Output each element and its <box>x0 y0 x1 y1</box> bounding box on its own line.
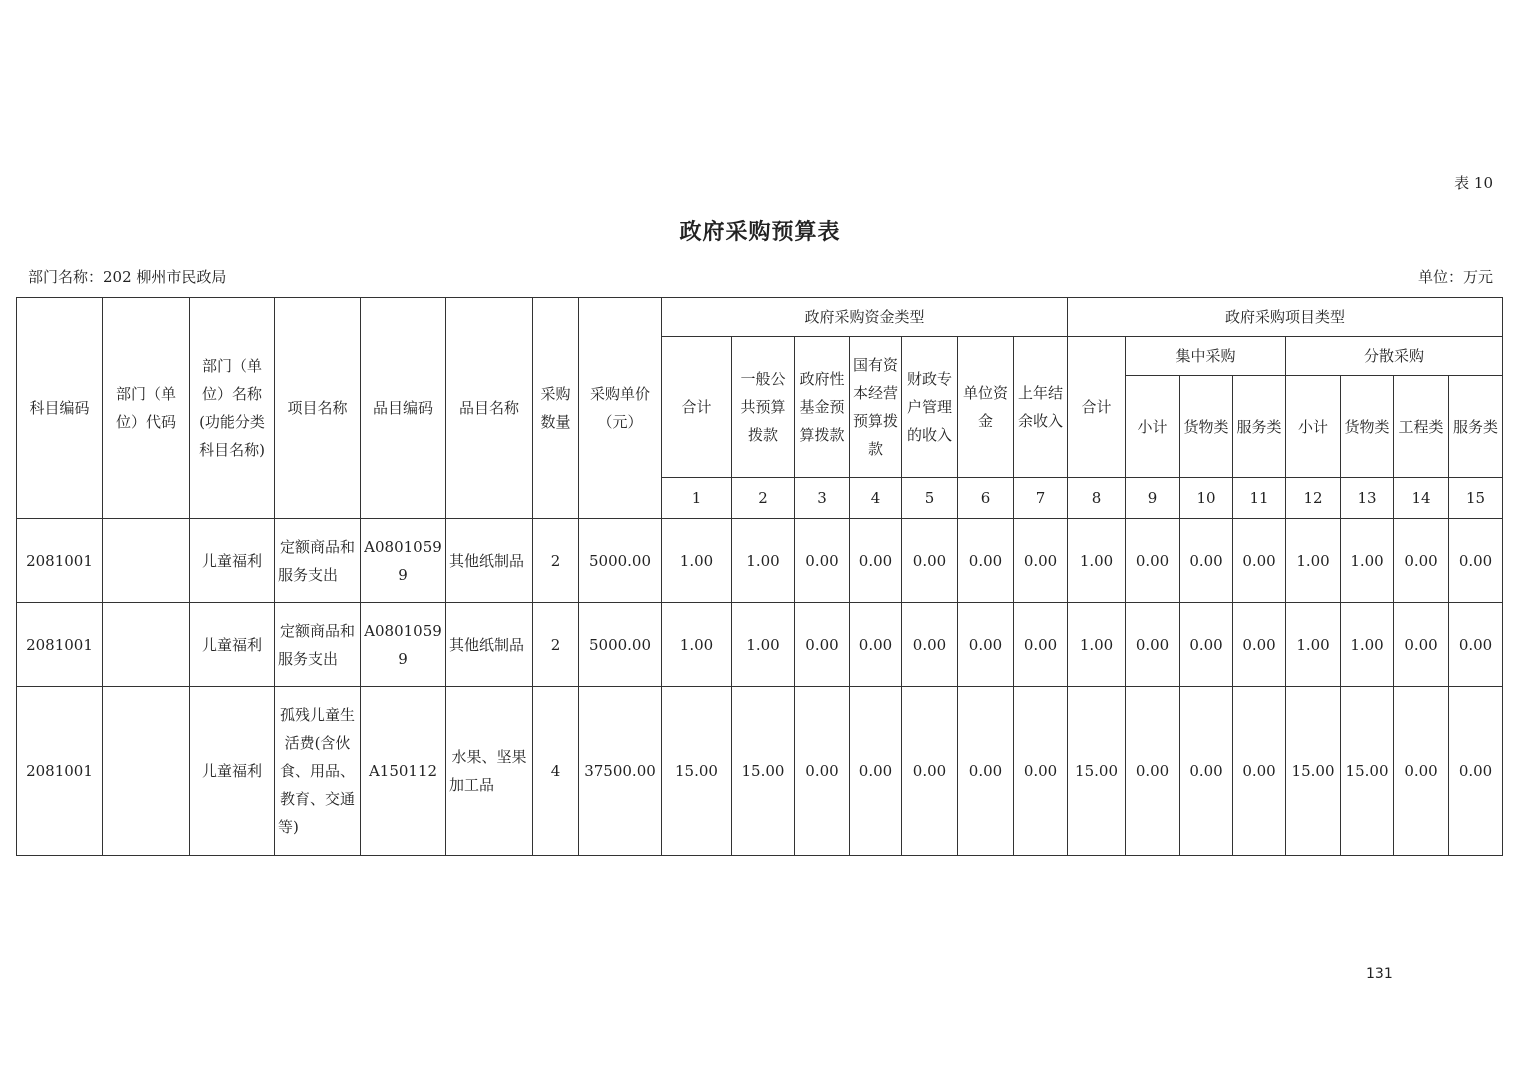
cell-value: 0.00 <box>902 519 958 603</box>
cell-value: 0.00 <box>1394 519 1449 603</box>
col-number: 3 <box>795 478 850 519</box>
cell-value: 15.00 <box>1286 687 1341 856</box>
cell-dept-code <box>103 687 190 856</box>
cell-item-code: A08010599 <box>361 603 446 687</box>
cell-value: 0.00 <box>850 603 902 687</box>
cell-value: 15.00 <box>1341 687 1394 856</box>
header-unit-fund: 单位资金 <box>958 337 1014 478</box>
cell-value: 1.00 <box>1341 603 1394 687</box>
header-item-name: 品目名称 <box>446 298 533 519</box>
header-project-name: 项目名称 <box>275 298 361 519</box>
cell-item-code: A150112 <box>361 687 446 856</box>
cell-unit-price: 5000.00 <box>579 603 662 687</box>
cell-value: 0.00 <box>1180 519 1233 603</box>
cell-value: 0.00 <box>795 603 850 687</box>
cell-value: 15.00 <box>662 687 732 856</box>
header-unit-price: 采购单价（元） <box>579 298 662 519</box>
cell-value: 0.00 <box>902 687 958 856</box>
table-row <box>17 603 1503 687</box>
header-item-code: 品目编码 <box>361 298 446 519</box>
cell-subject-code: 2081001 <box>17 687 103 856</box>
header-subject-code: 科目编码 <box>17 298 103 519</box>
cell-value: 0.00 <box>1449 519 1503 603</box>
cell-value: 0.00 <box>1014 603 1068 687</box>
cell-value: 0.00 <box>1180 603 1233 687</box>
cell-quantity: 2 <box>533 603 579 687</box>
cell-value: 0.00 <box>795 519 850 603</box>
header-c-services: 服务类 <box>1233 376 1286 478</box>
cell-subject-code: 2081001 <box>17 603 103 687</box>
col-number: 6 <box>958 478 1014 519</box>
table-row <box>17 519 1503 603</box>
cell-dept-name: 儿童福利 <box>190 519 275 603</box>
col-number: 14 <box>1394 478 1449 519</box>
cell-value: 0.00 <box>1126 603 1180 687</box>
page-title: 政府采购预算表 <box>679 219 841 245</box>
cell-item-name: 水果、坚果加工品 <box>446 687 533 856</box>
header-state-capital: 国有资本经营预算拨款 <box>850 337 902 478</box>
header-quantity: 采购数量 <box>533 298 579 519</box>
header-dept-name: 部门（单位）名称(功能分类科目名称) <box>190 298 275 519</box>
cell-value: 0.00 <box>958 603 1014 687</box>
cell-value: 0.00 <box>795 687 850 856</box>
cell-dept-code <box>103 603 190 687</box>
cell-value: 0.00 <box>1394 687 1449 856</box>
col-number: 5 <box>902 478 958 519</box>
cell-value: 1.00 <box>1068 603 1126 687</box>
header-project-total: 合计 <box>1068 337 1126 478</box>
cell-value: 0.00 <box>1394 603 1449 687</box>
header-d-subtotal: 小计 <box>1286 376 1341 478</box>
cell-value: 0.00 <box>1449 687 1503 856</box>
cell-value: 1.00 <box>1286 603 1341 687</box>
cell-item-code: A08010599 <box>361 519 446 603</box>
cell-value: 0.00 <box>958 687 1014 856</box>
col-number: 15 <box>1449 478 1503 519</box>
col-number: 2 <box>732 478 795 519</box>
cell-project-name: 定额商品和服务支出 <box>275 519 361 603</box>
header-general-budget: 一般公共预算拨款 <box>732 337 795 478</box>
col-number: 8 <box>1068 478 1126 519</box>
cell-value: 1.00 <box>662 519 732 603</box>
department-name: 部门名称：202 柳州市民政局 <box>28 268 227 286</box>
header-centralized: 集中采购 <box>1126 337 1286 376</box>
col-number: 13 <box>1341 478 1394 519</box>
header-gov-fund: 政府性基金预算拨款 <box>795 337 850 478</box>
header-special-account: 财政专户管理的收入 <box>902 337 958 478</box>
unit-label: 单位：万元 <box>1417 268 1493 286</box>
cell-dept-name: 儿童福利 <box>190 603 275 687</box>
header-fund-total: 合计 <box>662 337 732 478</box>
procurement-budget-table <box>16 297 1503 856</box>
cell-value: 0.00 <box>1180 687 1233 856</box>
header-d-services: 服务类 <box>1449 376 1503 478</box>
cell-value: 15.00 <box>732 687 795 856</box>
cell-dept-name: 儿童福利 <box>190 687 275 856</box>
cell-quantity: 4 <box>533 687 579 856</box>
header-prior-balance: 上年结余收入 <box>1014 337 1068 478</box>
cell-project-name: 定额商品和服务支出 <box>275 603 361 687</box>
cell-value: 0.00 <box>1449 603 1503 687</box>
col-number: 11 <box>1233 478 1286 519</box>
cell-value: 0.00 <box>958 519 1014 603</box>
cell-value: 0.00 <box>1126 687 1180 856</box>
header-d-works: 工程类 <box>1394 376 1449 478</box>
cell-value: 0.00 <box>1126 519 1180 603</box>
header-decentralized: 分散采购 <box>1286 337 1503 376</box>
col-number: 1 <box>662 478 732 519</box>
cell-value: 0.00 <box>850 687 902 856</box>
cell-value: 0.00 <box>1233 519 1286 603</box>
page-number: 131 <box>1366 966 1393 982</box>
header-c-subtotal: 小计 <box>1126 376 1180 478</box>
cell-project-name: 孤残儿童生活费(含伙食、用品、教育、交通等) <box>275 687 361 856</box>
cell-dept-code <box>103 519 190 603</box>
cell-unit-price: 37500.00 <box>579 687 662 856</box>
header-fund-type-group: 政府采购资金类型 <box>662 298 1068 337</box>
cell-value: 0.00 <box>1233 603 1286 687</box>
cell-item-name: 其他纸制品 <box>446 519 533 603</box>
cell-value: 1.00 <box>1286 519 1341 603</box>
cell-value: 1.00 <box>1341 519 1394 603</box>
cell-value: 1.00 <box>1068 519 1126 603</box>
cell-value: 0.00 <box>1014 519 1068 603</box>
col-number: 9 <box>1126 478 1180 519</box>
table-number: 表 10 <box>1454 174 1493 192</box>
cell-value: 1.00 <box>662 603 732 687</box>
col-number: 12 <box>1286 478 1341 519</box>
col-number: 4 <box>850 478 902 519</box>
cell-value: 15.00 <box>1068 687 1126 856</box>
cell-value: 0.00 <box>1014 687 1068 856</box>
cell-value: 1.00 <box>732 519 795 603</box>
header-d-goods: 货物类 <box>1341 376 1394 478</box>
cell-value: 1.00 <box>732 603 795 687</box>
header-dept-code: 部门（单位）代码 <box>103 298 190 519</box>
cell-subject-code: 2081001 <box>17 519 103 603</box>
header-project-type-group: 政府采购项目类型 <box>1068 298 1503 337</box>
cell-value: 0.00 <box>1233 687 1286 856</box>
cell-value: 0.00 <box>902 603 958 687</box>
cell-item-name: 其他纸制品 <box>446 603 533 687</box>
cell-value: 0.00 <box>850 519 902 603</box>
cell-quantity: 2 <box>533 519 579 603</box>
table-row <box>17 687 1503 856</box>
header-c-goods: 货物类 <box>1180 376 1233 478</box>
cell-unit-price: 5000.00 <box>579 519 662 603</box>
col-number: 7 <box>1014 478 1068 519</box>
col-number: 10 <box>1180 478 1233 519</box>
